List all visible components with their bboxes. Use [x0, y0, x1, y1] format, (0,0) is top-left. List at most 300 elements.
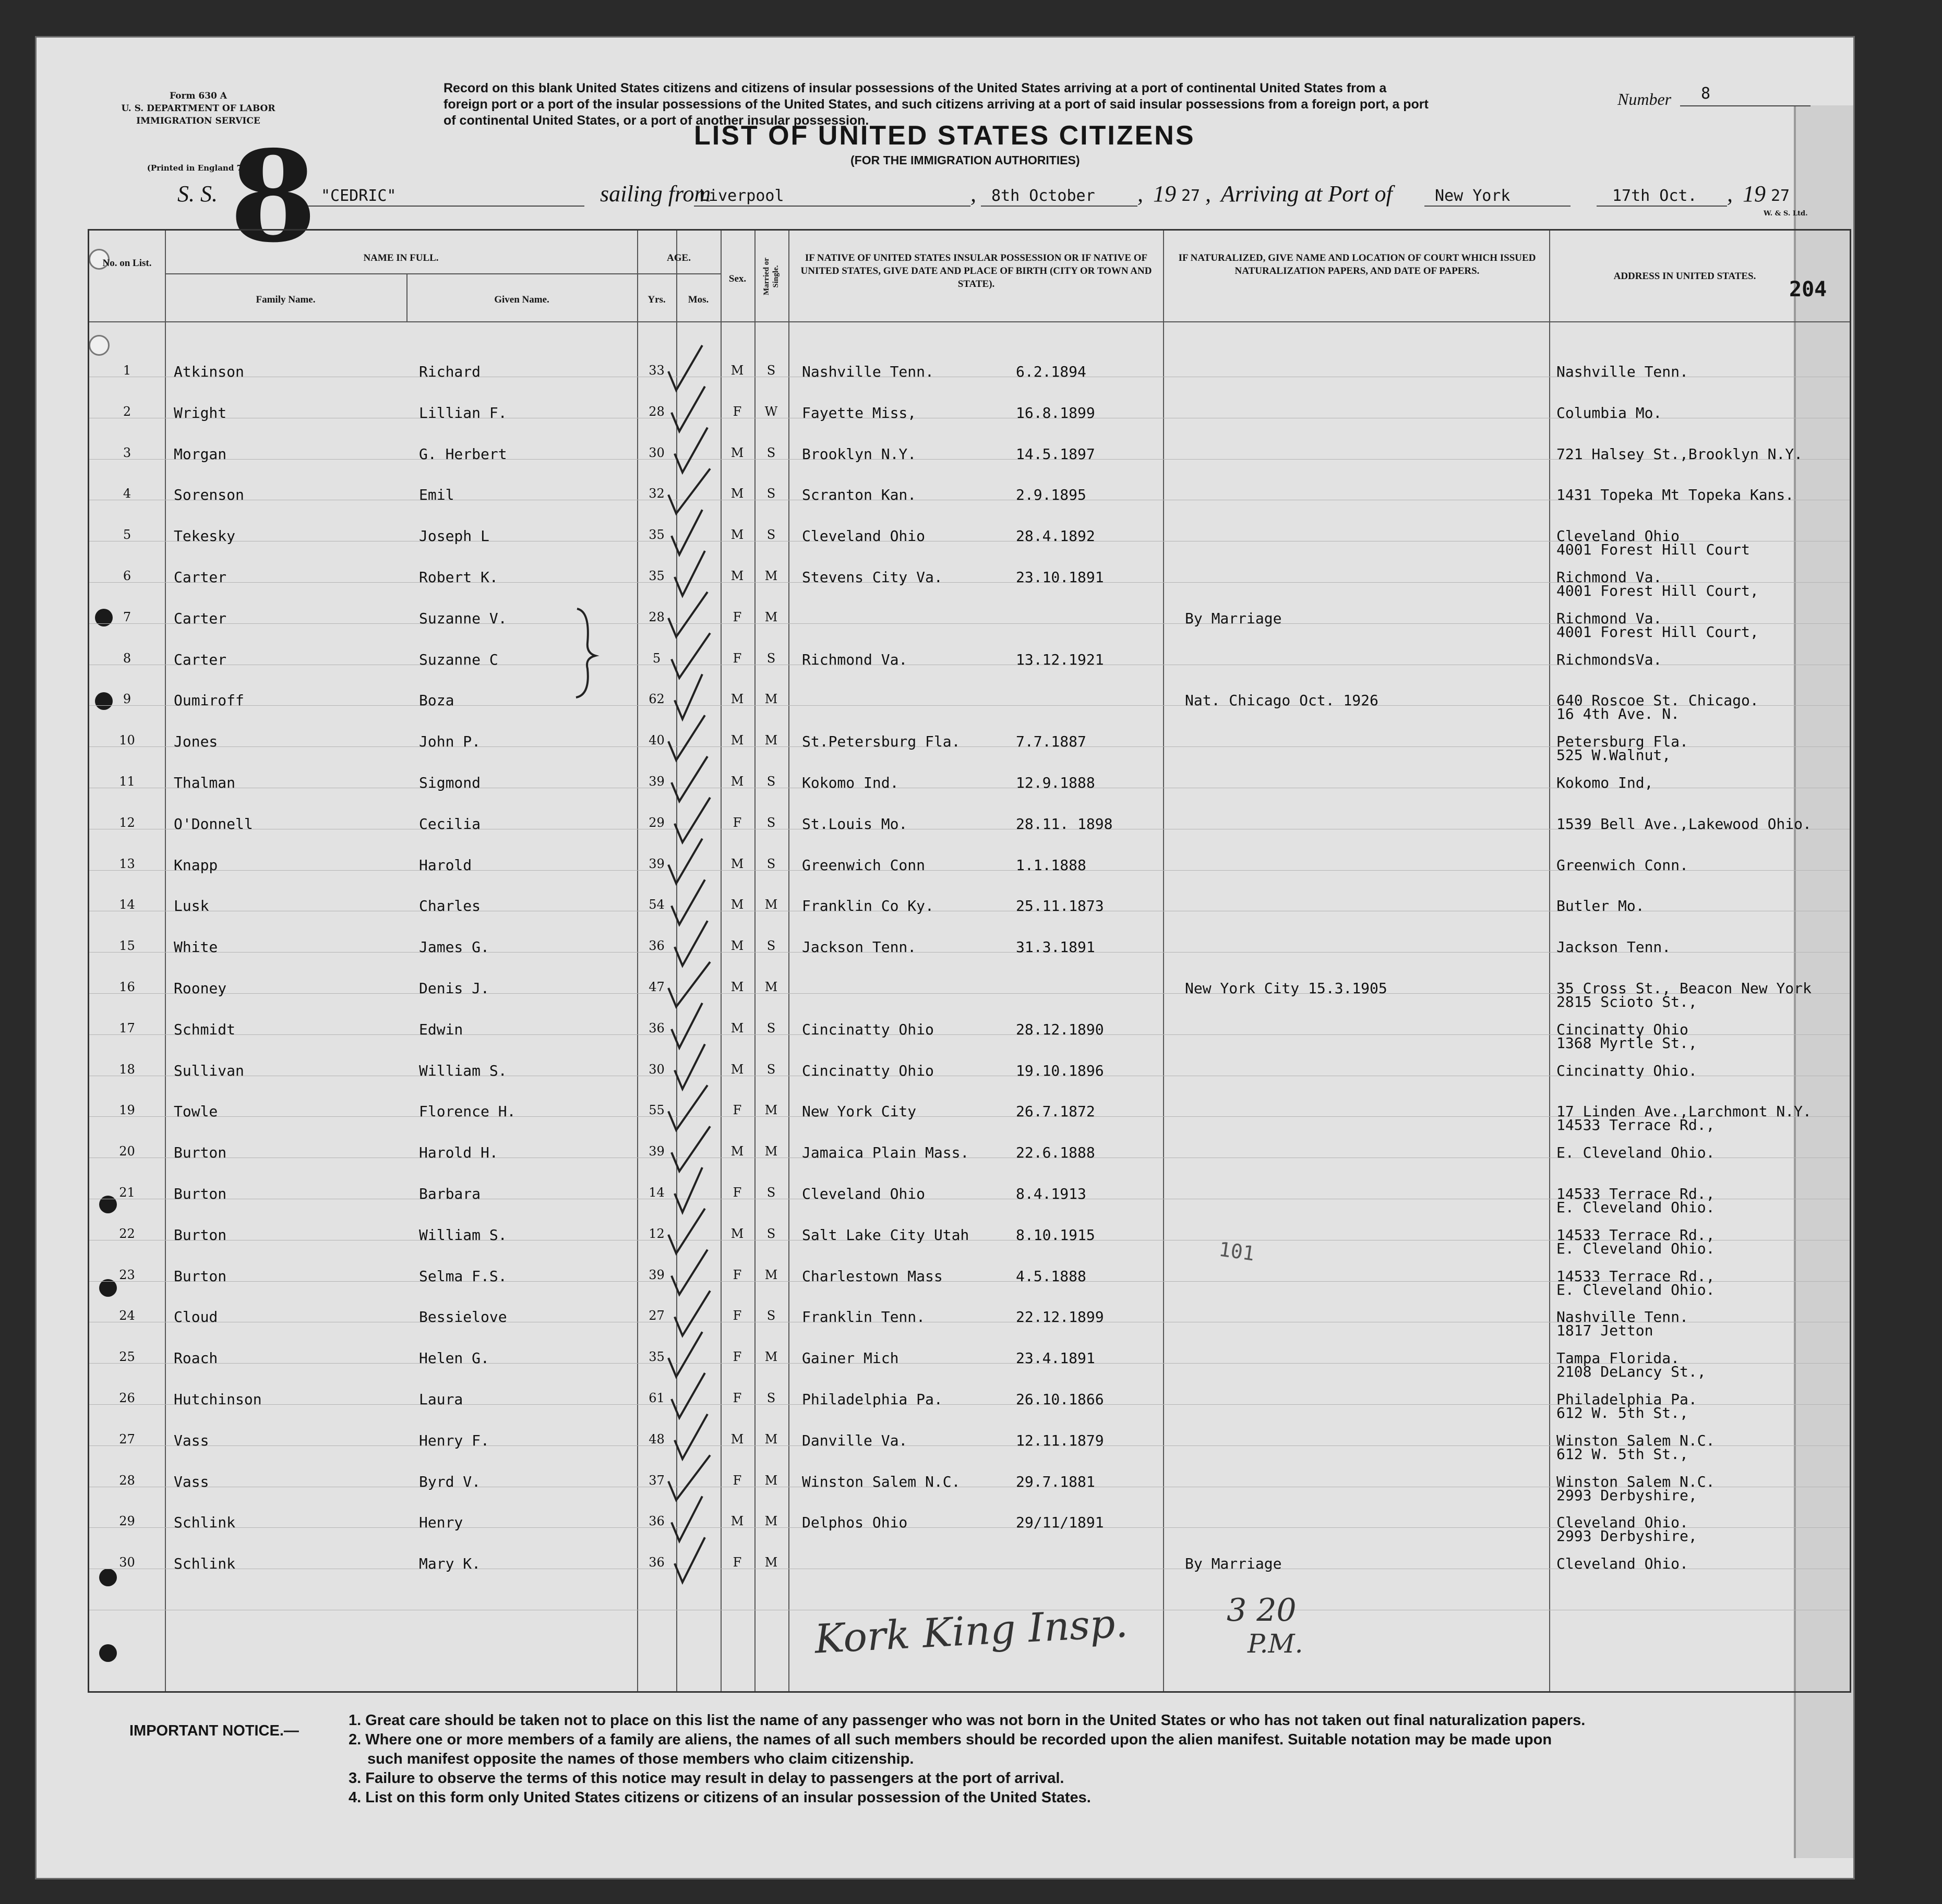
cell-birth-place: Scranton Kan.	[802, 486, 917, 504]
cell-no: 5	[123, 527, 131, 543]
cell-birth-place: Cleveland Ohio	[802, 527, 926, 545]
cell-age: 40	[649, 733, 665, 748]
cell-sex: M	[730, 733, 744, 748]
header-mos: Mos.	[688, 294, 709, 305]
cell-age: 28	[649, 404, 665, 419]
cell-addr1: Cleveland Ohio.	[1556, 1555, 1688, 1573]
tick-mark	[675, 551, 705, 596]
cell-no: 15	[119, 938, 135, 954]
cell-birth-date: 25.11.1873	[1016, 897, 1104, 915]
cell-addr1: Columbia Mo.	[1556, 404, 1662, 421]
cell-ms: S	[766, 486, 776, 501]
cell-birth-date: 23.4.1891	[1016, 1349, 1095, 1367]
tick-mark	[668, 839, 702, 884]
signature-ampm: P.M.	[1248, 1629, 1303, 1659]
cell-birth-place: Gainer Mich	[802, 1349, 899, 1367]
cell-sex: F	[733, 1267, 742, 1282]
cell-birth-date: 1.1.1888	[1016, 856, 1086, 874]
cell-ms: S	[766, 1308, 776, 1323]
cell-given: Harold H.	[419, 1144, 498, 1162]
notice-item: 1. Great care should be taken not to place on this list the name of any passenger who was not born in the United States or who has not taken out final naturalization papers.	[349, 1712, 1586, 1729]
header-married: Married or Single.	[762, 257, 780, 296]
table-row	[89, 1178, 1850, 1219]
cell-sex: M	[730, 856, 744, 871]
cell-given: Henry	[419, 1514, 463, 1532]
cell-sex: F	[733, 1103, 742, 1118]
cell-age: 30	[649, 1062, 665, 1077]
cell-age: 36	[649, 938, 665, 954]
cell-addr1: 14533 Terrace Rd.,	[1556, 1185, 1715, 1202]
table-row	[89, 1425, 1850, 1465]
header-no: No. on List.	[102, 258, 152, 269]
cell-family: Morgan	[174, 445, 227, 463]
cell-sex: F	[733, 1391, 742, 1405]
cell-birth-date: 14.5.1897	[1016, 445, 1095, 463]
cell-no: 27	[119, 1431, 135, 1447]
cell-addr1: Nashville Tenn.	[1556, 363, 1688, 380]
manifest-sheet	[37, 38, 1853, 1878]
tick-mark	[672, 633, 710, 678]
cell-addr1: 1539 Bell Ave.,Lakewood Ohio.	[1556, 815, 1812, 833]
tick-mark	[668, 1209, 705, 1254]
cell-birth-place: Philadelphia Pa.	[802, 1391, 943, 1408]
tick-mark	[668, 1085, 708, 1130]
port-from: Liverpool	[699, 187, 784, 205]
cell-nat: Nat. Chicago Oct. 1926	[1185, 692, 1378, 709]
cell-addr2: 2815 Scioto St.,	[1556, 993, 1697, 1010]
cell-given: Edwin	[419, 1020, 463, 1038]
cell-family: Schlink	[174, 1555, 236, 1573]
notice-item: 4. List on this form only United States citizens or citizens of an insular possession of the United States.	[349, 1789, 1091, 1806]
tick-marks	[653, 231, 783, 1691]
table-row	[89, 1383, 1850, 1424]
cell-ms: S	[766, 938, 776, 954]
table-row	[89, 767, 1850, 808]
cell-birth-date: 19.10.1896	[1016, 1062, 1104, 1079]
cell-addr2: 14533 Terrace Rd.,	[1556, 1116, 1715, 1134]
cell-family: Lusk	[174, 897, 209, 915]
cell-birth-place: Winston Salem N.C.	[802, 1473, 961, 1490]
cell-age: 39	[649, 1144, 665, 1159]
table-row	[89, 1507, 1850, 1547]
cell-age: 29	[649, 815, 665, 830]
cell-family: White	[174, 938, 218, 956]
cell-sex: F	[733, 609, 742, 624]
cell-family: Thalman	[174, 774, 236, 791]
cell-sex: M	[730, 774, 744, 789]
cell-family: Schmidt	[174, 1020, 236, 1038]
table-row	[89, 1466, 1850, 1507]
header-age: AGE.	[667, 252, 691, 263]
cell-given: Byrd V.	[419, 1473, 481, 1490]
cell-no: 17	[119, 1020, 135, 1035]
cell-given: G. Herbert	[419, 445, 507, 463]
cell-family: Vass	[174, 1431, 209, 1449]
signature-time: 3 20	[1227, 1592, 1297, 1629]
cell-no: 11	[119, 774, 135, 789]
cell-ms: M	[764, 1555, 778, 1570]
cell-ms: M	[764, 1514, 778, 1529]
cell-birth-date: 2.9.1895	[1016, 486, 1086, 504]
header-bottom	[89, 321, 1850, 322]
cell-given: James G.	[419, 938, 489, 956]
cell-no: 4	[123, 486, 131, 501]
cell-nat: New York City 15.3.1905	[1185, 980, 1387, 997]
tick-mark	[675, 1291, 710, 1335]
cell-ms: M	[764, 1144, 778, 1159]
cell-given: Mary K.	[419, 1555, 481, 1573]
cell-sex: F	[733, 815, 742, 830]
cell-addr1: Philadelphia Pa.	[1556, 1391, 1697, 1408]
cell-age: 47	[649, 980, 665, 994]
cell-addr2: 2108 DeLancy St.,	[1556, 1363, 1706, 1381]
cell-given: Henry F.	[419, 1431, 489, 1449]
header-address: ADDRESS IN UNITED STATES.	[1613, 271, 1756, 282]
cell-birth-place: Stevens City Va.	[802, 569, 943, 586]
cell-ms: M	[764, 1103, 778, 1118]
cell-birth-date: 26.10.1866	[1016, 1391, 1104, 1408]
cell-sex: M	[730, 486, 744, 501]
notice-items	[349, 1711, 1851, 1807]
cell-age: 36	[649, 1514, 665, 1529]
cell-age: 32	[649, 486, 665, 501]
tick-mark	[668, 592, 708, 637]
cell-sex: F	[733, 1555, 742, 1570]
sailing-from-label: sailing from	[600, 181, 711, 207]
cell-ms: S	[766, 1020, 776, 1035]
cell-given: Florence H.	[419, 1103, 516, 1120]
cell-addr1: Winston Salem N.C.	[1556, 1473, 1715, 1490]
table-row	[89, 972, 1850, 1013]
cell-addr2: 612 W. 5th St.,	[1556, 1404, 1688, 1421]
cell-addr2: 1368 Myrtle St.,	[1556, 1034, 1697, 1052]
cell-sex: M	[730, 363, 744, 378]
cell-ms: M	[764, 1473, 778, 1488]
cell-given: Helen G.	[419, 1349, 489, 1367]
tick-mark	[675, 1414, 708, 1459]
cell-ms: S	[766, 527, 776, 543]
cell-sex: M	[730, 1144, 744, 1159]
cell-no: 1	[123, 363, 131, 378]
cell-age: 33	[649, 363, 665, 378]
comma-4: ,	[1727, 181, 1733, 207]
cell-family: Wright	[174, 404, 227, 421]
tick-mark	[675, 674, 702, 719]
cell-family: Knapp	[174, 856, 218, 874]
cell-age: 12	[649, 1226, 665, 1241]
cell-sex: M	[730, 527, 744, 543]
passenger-table	[88, 229, 1851, 1693]
cell-ms: S	[766, 1185, 776, 1200]
arrive-date-underline	[1597, 206, 1727, 207]
cell-given: Barbara	[419, 1185, 481, 1202]
form-id-block	[110, 90, 287, 127]
header-naturalized: IF NATURALIZED, GIVE NAME AND LOCATION OF COURT WHICH ISSUED NATURALIZATION PAPERS, AND DATE OF PAPERS.	[1178, 252, 1536, 276]
cell-no: 12	[119, 815, 135, 830]
cell-no: 28	[119, 1473, 135, 1488]
cell-ms: S	[766, 1062, 776, 1077]
cell-no: 19	[119, 1103, 135, 1118]
cell-age: 28	[649, 609, 665, 624]
cell-age: 30	[649, 445, 665, 460]
cell-family: Schlink	[174, 1514, 236, 1532]
cell-addr2: 525 W.Walnut,	[1556, 746, 1671, 764]
port-to: New York	[1435, 187, 1511, 205]
handwritten-list-number: 8	[230, 123, 317, 270]
cell-family: Tekesky	[174, 527, 236, 545]
cell-no: 25	[119, 1349, 135, 1365]
cell-family: Carter	[174, 569, 227, 586]
cell-sex: M	[730, 1431, 744, 1447]
arrive-date: 17th Oct.	[1612, 187, 1697, 205]
cell-no: 14	[119, 897, 135, 912]
cell-family: Oumiroff	[174, 692, 244, 709]
cell-no: 13	[119, 856, 135, 871]
cell-sex: M	[730, 980, 744, 994]
cell-no: 6	[123, 569, 131, 583]
cell-ms: M	[764, 692, 778, 707]
cell-given: Boza	[419, 692, 454, 709]
cell-addr1: 14533 Terrace Rd.,	[1556, 1267, 1715, 1285]
cell-family: Jones	[174, 733, 218, 751]
cell-given: Selma F.S.	[419, 1267, 507, 1285]
cell-no: 21	[119, 1185, 135, 1200]
table-row	[89, 890, 1850, 931]
cell-birth-date: 12.11.1879	[1016, 1431, 1104, 1449]
cell-ms: M	[764, 897, 778, 912]
cell-given: Suzanne V.	[419, 609, 507, 627]
table-row	[89, 808, 1850, 849]
sail-year: 27	[1181, 187, 1201, 205]
page-subtitle: (FOR THE IMMIGRATION AUTHORITIES)	[850, 153, 1080, 167]
cell-birth-place: New York City	[802, 1103, 917, 1120]
cell-sex: F	[733, 1349, 742, 1365]
cell-birth-place: Danville Va.	[802, 1431, 908, 1449]
cell-addr1: Butler Mo.	[1556, 897, 1645, 915]
cell-no: 2	[123, 404, 131, 419]
cell-given: Joseph L	[419, 527, 489, 545]
cell-birth-date: 7.7.1887	[1016, 733, 1086, 751]
cell-family: Sullivan	[174, 1062, 244, 1079]
cell-given: Laura	[419, 1391, 463, 1408]
comma-1: ,	[970, 181, 976, 207]
cell-sex: F	[733, 404, 742, 419]
cell-birth-date: 6.2.1894	[1016, 363, 1086, 380]
tick-mark	[668, 1332, 702, 1377]
cell-birth-date: 28.12.1890	[1016, 1020, 1104, 1038]
cell-ms: S	[766, 1226, 776, 1241]
cell-birth-place: Charlestown Mass	[802, 1267, 943, 1285]
cell-ms: W	[764, 404, 778, 419]
comma-3: ,	[1205, 181, 1211, 207]
margin-stamp: 101	[1217, 1237, 1256, 1266]
cell-ms: S	[766, 363, 776, 378]
cell-ms: M	[764, 569, 778, 583]
tick-mark	[668, 345, 702, 390]
page-title: LIST OF UNITED STATES CITIZENS	[694, 120, 1195, 151]
arrive-year: 27	[1771, 187, 1790, 205]
cell-given: John P.	[419, 733, 481, 751]
cell-addr2: E. Cleveland Ohio.	[1556, 1199, 1715, 1216]
cell-addr1: 14533 Terrace Rd.,	[1556, 1226, 1715, 1244]
table-row	[89, 1342, 1850, 1383]
cell-addr1: Cleveland Ohio	[1556, 527, 1680, 545]
tick-mark	[672, 1496, 702, 1541]
cell-age: 14	[649, 1185, 665, 1200]
cell-addr1: Cleveland Ohio.	[1556, 1514, 1688, 1532]
cell-age: 35	[649, 527, 665, 543]
cell-family: Burton	[174, 1267, 227, 1285]
table-row	[89, 561, 1850, 602]
cell-family: O'Donnell	[174, 815, 253, 833]
cell-addr2: 4001 Forest Hill Court	[1556, 541, 1750, 559]
number-value: 8	[1701, 85, 1711, 103]
record-line-3: of continental United States, or a port of another insular possession.	[443, 113, 869, 128]
cell-addr2: 16 4th Ave. N.	[1556, 705, 1680, 723]
cell-sex: F	[733, 1185, 742, 1200]
cell-birth-place: Jamaica Plain Mass.	[802, 1144, 969, 1162]
table-row	[89, 520, 1850, 561]
cell-given: Charles	[419, 897, 481, 915]
cell-birth-date: 28.11. 1898	[1016, 815, 1113, 833]
cell-given: Harold	[419, 856, 472, 874]
cell-sex: M	[730, 1226, 744, 1241]
cell-addr1: Cincinatty Ohio	[1556, 1020, 1688, 1038]
cell-sex: M	[730, 897, 744, 912]
port-to-underline	[1424, 206, 1571, 207]
year-prefix: 19	[1153, 181, 1176, 207]
cell-age: 61	[649, 1391, 665, 1405]
cell-sex: F	[733, 1473, 742, 1488]
family-bracket	[572, 606, 603, 700]
cell-birth-place: St.Louis Mo.	[802, 815, 908, 833]
cell-birth-place: St.Petersburg Fla.	[802, 733, 961, 751]
cell-birth-date: 29.7.1881	[1016, 1473, 1095, 1490]
table-row	[89, 1260, 1850, 1301]
cell-addr1: Cincinatty Ohio.	[1556, 1062, 1697, 1079]
cell-age: 5	[652, 650, 661, 666]
inspector-signature: Kork King Insp.	[813, 1599, 1129, 1662]
tick-mark	[675, 921, 708, 966]
cell-ms: M	[764, 1267, 778, 1282]
cell-given: Cecilia	[419, 815, 481, 833]
cell-sex: M	[730, 692, 744, 707]
cell-nat: By Marriage	[1185, 609, 1282, 627]
table-row	[89, 438, 1850, 479]
table-row	[89, 1301, 1850, 1342]
cell-addr1: Richmond Va.	[1556, 569, 1662, 586]
record-line-2: foreign port or a port of the insular possessions of the United States, and such citizens arriving at a port of said insular possessions from a foreign port, a port	[443, 97, 1429, 112]
table-row	[89, 931, 1850, 972]
tick-mark	[675, 428, 708, 473]
cell-ms: S	[766, 815, 776, 830]
cell-birth-place: Nashville Tenn.	[802, 363, 934, 380]
department: U. S. DEPARTMENT OF LABOR	[121, 103, 275, 114]
cell-addr1: Richmond Va.	[1556, 609, 1662, 627]
table-row	[89, 849, 1850, 890]
cell-birth-place: Franklin Co Ky.	[802, 897, 934, 915]
tick-mark	[675, 1044, 705, 1089]
cell-addr1: 640 Roscoe St. Chicago.	[1556, 692, 1759, 709]
cell-birth-place: Cincinatty Ohio	[802, 1020, 934, 1038]
cell-no: 3	[123, 445, 131, 460]
ss-label: S. S.	[177, 181, 218, 207]
number-label: Number	[1617, 90, 1672, 109]
tick-mark	[672, 1003, 702, 1048]
table-row	[89, 1055, 1850, 1095]
cell-sex: M	[730, 1062, 744, 1077]
cell-given: Sigmond	[419, 774, 481, 791]
cell-addr2: 1817 Jetton	[1556, 1322, 1653, 1340]
cell-addr2: 612 W. 5th St.,	[1556, 1445, 1688, 1463]
cell-birth-place: Jackson Tenn.	[802, 938, 917, 956]
cell-birth-place: Fayette Miss,	[802, 404, 917, 421]
header-family: Family Name.	[256, 294, 316, 305]
page-stamp: 204	[1789, 278, 1827, 302]
header-divider	[165, 273, 676, 274]
cell-given: Richard	[419, 363, 481, 380]
comma-2: ,	[1137, 181, 1143, 207]
cell-birth-place: Delphos Ohio	[802, 1514, 908, 1532]
cell-sex: M	[730, 569, 744, 583]
cell-sex: F	[733, 650, 742, 666]
cell-family: Sorenson	[174, 486, 244, 504]
cell-no: 26	[119, 1391, 135, 1405]
header-name: NAME IN FULL.	[363, 252, 439, 263]
cell-no: 30	[119, 1555, 135, 1570]
cell-birth-date: 29/11/1891	[1016, 1514, 1104, 1532]
cell-sex: M	[730, 1514, 744, 1529]
cell-given: Bessielove	[419, 1308, 507, 1326]
number-field	[1680, 85, 1811, 106]
table-row	[89, 726, 1850, 766]
cell-age: 27	[649, 1308, 665, 1323]
tick-mark	[675, 1537, 705, 1582]
cell-ms: M	[764, 980, 778, 994]
cell-age: 39	[649, 774, 665, 789]
cell-given: Lillian F.	[419, 404, 507, 421]
record-line-1: Record on this blank United States citizens and citizens of insular possessions of the United States arriving at a port of continental United States from a	[443, 81, 1387, 95]
cell-age: 37	[649, 1473, 665, 1488]
cell-birth-place: Greenwich Conn	[802, 856, 926, 874]
cell-given: William S.	[419, 1062, 507, 1079]
cell-ms: M	[764, 1349, 778, 1365]
cell-family: Atkinson	[174, 363, 244, 380]
cell-age: 62	[649, 692, 665, 707]
cell-addr2: 2993 Derbyshire,	[1556, 1486, 1697, 1504]
tick-mark	[672, 1126, 710, 1171]
cell-birth-date: 31.3.1891	[1016, 938, 1095, 956]
cell-ms: M	[764, 1431, 778, 1447]
tick-mark	[672, 756, 708, 801]
cell-birth-date: 8.4.1913	[1016, 1185, 1086, 1202]
cell-addr1: Tampa Florida.	[1556, 1349, 1680, 1367]
cell-birth-date: 28.4.1892	[1016, 527, 1095, 545]
cell-birth-date: 12.9.1888	[1016, 774, 1095, 791]
cell-addr1: 35 Cross St., Beacon New York	[1556, 980, 1812, 997]
cell-addr2: 2993 Derbyshire,	[1556, 1527, 1697, 1545]
cell-addr1: 1431 Topeka Mt Topeka Kans.	[1556, 486, 1794, 504]
service: IMMIGRATION SERVICE	[136, 116, 260, 126]
cell-addr1: RichmondsVa.	[1556, 650, 1662, 668]
tick-mark	[672, 387, 705, 431]
notice-item: 2. Where one or more members of a family are aliens, the names of all such members should be recorded upon the alien manifest. Suitable notation may be made upon	[349, 1731, 1552, 1748]
table-row	[89, 1219, 1850, 1260]
cell-ms: M	[764, 609, 778, 624]
tick-mark	[668, 962, 710, 1007]
cell-no: 8	[123, 650, 131, 666]
cell-birth-date: 4.5.1888	[1016, 1267, 1086, 1285]
